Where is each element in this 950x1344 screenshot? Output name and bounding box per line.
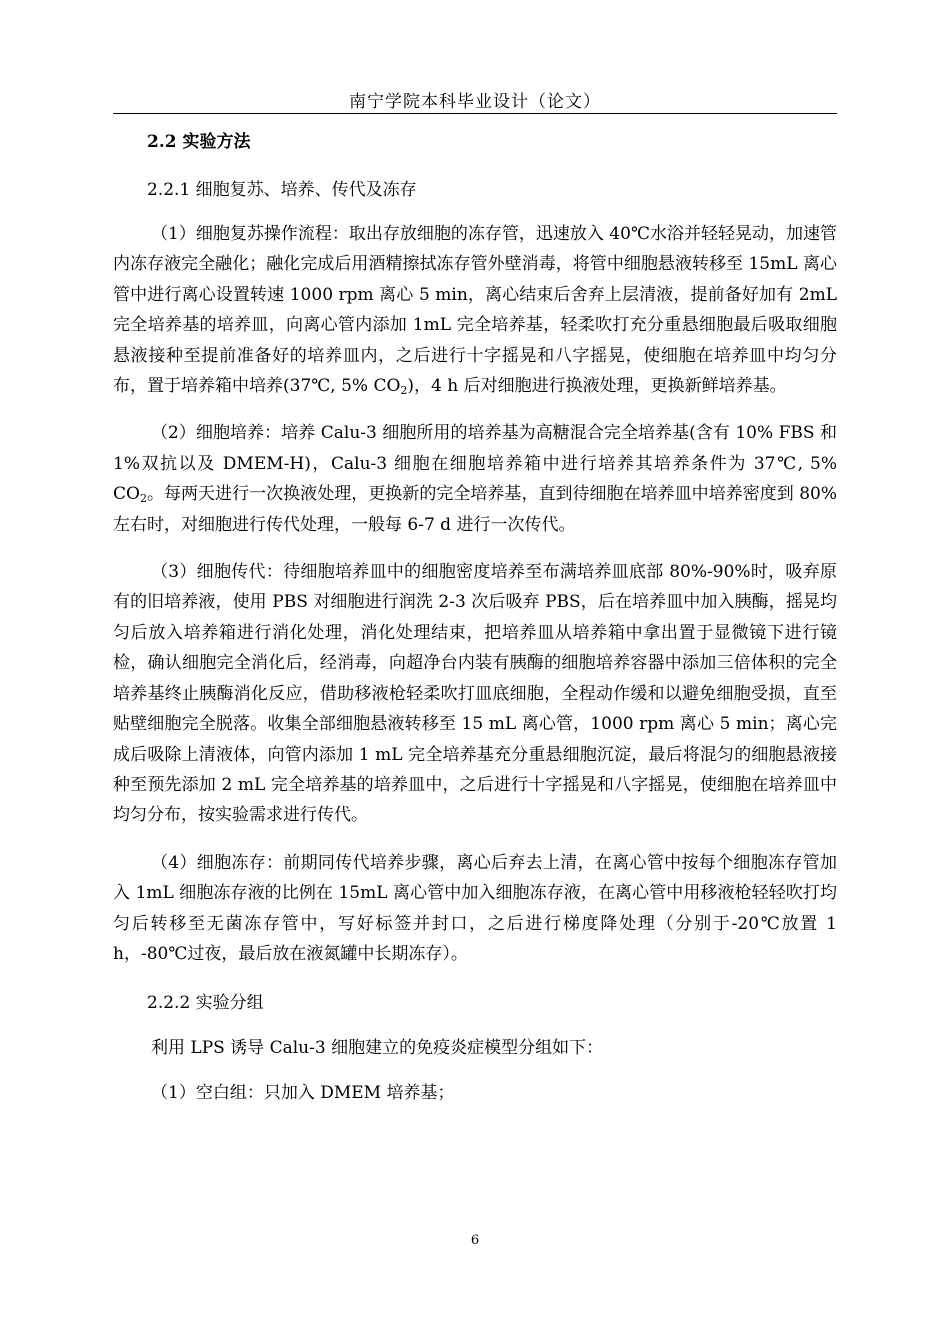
- page-number: 6: [470, 1233, 480, 1248]
- paragraph-text-tail: 。每两天进行一次换液处理，更换新的完全培养基，直到待细胞在培养皿中培养密度到 80%左右时，对细胞进行传代处理，一般每 6-7 d 进行一次传代。: [113, 484, 837, 535]
- paragraph-cell-freezing: （4）细胞冻存：前期同传代培养步骤，离心后弃去上清，在离心管中按每个细胞冻存管加入 1mL 细胞冻存液的比例在 15mL 离心管中加入细胞冻存液，在离心管中用移液枪轻轻吹打均匀后转移至无菌冻存管中，写好标签并封口，之后进行梯度降处理（分别于-20℃放置 1 h，-80℃过夜，最后放在液氮罐中长期冻存）。: [113, 852, 837, 964]
- section-heading: 2.2 实验方法: [147, 132, 251, 152]
- group-item: （1）空白组：只加入 DMEM 培养基；: [151, 1083, 455, 1104]
- group-intro: 利用 LPS 诱导 Calu-3 细胞建立的免疫炎症模型分组如下：: [151, 1038, 604, 1059]
- header-divider: [113, 113, 837, 114]
- subscript: 2: [139, 492, 147, 506]
- subsection-heading-groups: 2.2.2 实验分组: [147, 993, 264, 1014]
- paragraph-text-tail: )，4 h 后对细胞进行换液处理，更换新鲜培养基。: [407, 376, 787, 397]
- paragraph-text: （2）细胞培养：培养 Calu-3 细胞所用的培养基为高糖混合完全培养基(含有 10% FBS 和 1%双抗以及 DMEM-H)，Calu-3 细胞在细胞培养箱中进行培养其培养条件为 37℃, 5% CO: [113, 423, 837, 505]
- paragraph-cell-culture: [113, 418, 837, 540]
- paragraph-cell-recovery: [113, 219, 837, 401]
- subsection-heading-cell-culture: 2.2.1 细胞复苏、培养、传代及冻存: [147, 180, 417, 200]
- page-header: 南宁学院本科毕业设计（论文）: [349, 92, 601, 112]
- page-body: [113, 124, 837, 1107]
- paragraph-cell-passage: （3）细胞传代：待细胞培养皿中的细胞密度培养至布满培养皿底部 80%-90%时，吸弃原有的旧培养液，使用 PBS 对细胞进行润洗 2-3 次后吸弃 PBS，后在培养皿中加入胰酶，摇晃均匀后放入培养箱进行消化处理，消化处理结束，把培养皿从培养箱中拿出置于显微镜下进行镜检，确认细胞完全消化后，经消毒，向超净台内装有胰酶的细胞培养容器中添加三倍体积的完全培养基终止胰酶消化反应，借助移液枪轻柔吹打皿底细胞，全程动作缓和以避免细胞受损，直至贴壁细胞完全脱落。收集全部细胞悬液转移至 15 mL 离心管，1000 rpm 离心 5 min；离心完成后吸除上清液体，向管内添加 1 mL 完全培养基充分重悬细胞沉淀，最后将混匀的细胞悬液接种至预先添加 2 mL 完全培养基的培养皿中，之后进行十字摇晃和八字摇晃，使细胞在培养皿中均匀分布，按实验需求进行传代。: [113, 562, 837, 826]
- paragraph-text: （1）细胞复苏操作流程：取出存放细胞的冻存管，迅速放入 40℃水浴并轻轻晃动，加速管内冻存液完全融化；融化完成后用酒精擦拭冻存管外壁消毒，将管中细胞悬液转移至 15mL 离心管中进行离心设置转速 1000 rpm 离心 5 min，离心结束后舍弃上层清液，提前备好加有 2mL 完全培养基的培养皿，向离心管内添加 1mL 完全培养基，轻柔吹打充分重悬细胞最后吸取细胞悬液接种至提前准备好的培养皿内，之后进行十字摇晃和八字摇晃，使细胞在培养皿中均匀分布，置于培养箱中培养(37℃, 5% CO: [113, 224, 837, 397]
- subscript: 2: [400, 384, 408, 398]
